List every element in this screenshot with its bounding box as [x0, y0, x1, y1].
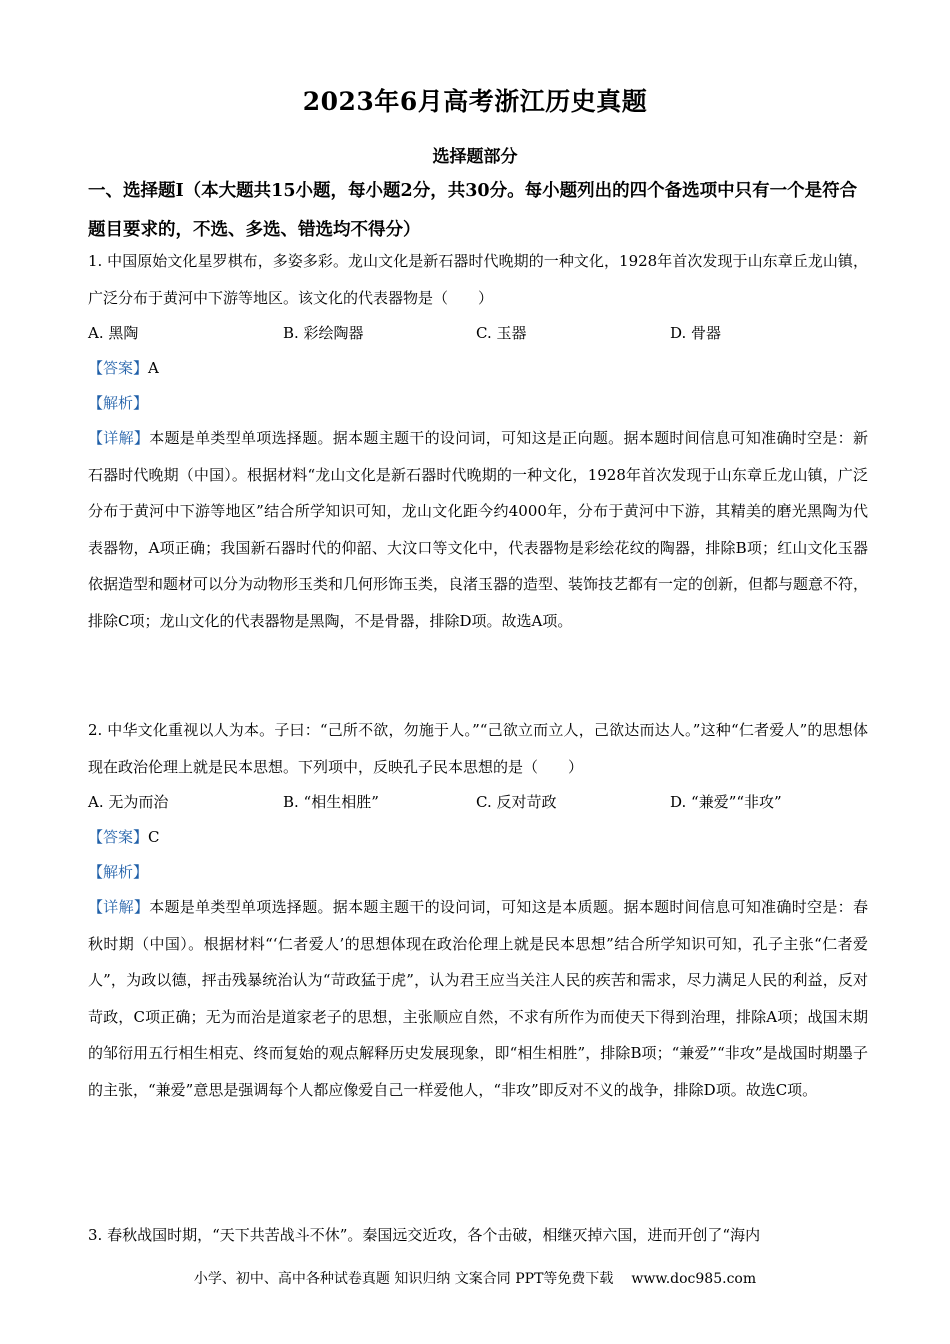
page-title: 2023年6月高考浙江历史真题 — [302, 87, 648, 116]
answer-label: 【答案】 — [88, 359, 149, 377]
question-1-analysis — [88, 385, 868, 421]
section-title: 选择题部分 — [432, 147, 518, 167]
question-1-option-c: C. 玉器 — [476, 324, 527, 342]
question-2-stem: 2. 中华文化重视以人为本。子曰：“己所不欲，勿施于人。”“己欲立而立人，己欲达而达人。”这种“仁者爱人”的思想体现在政治伦理上就是民本思想。下列项中，反映孔子民本思想的是（ ） — [88, 721, 868, 776]
question-2-options — [88, 784, 868, 820]
question-1-detail — [88, 420, 868, 639]
question-2-answer — [88, 819, 868, 855]
detail-text: 本题是单类型单项选择题。据本题主题干的设问词，可知这是本质题。据本题时间信息可知准确时空是：春秋时期（中国）。根据材料“‘仁者爱人’的思想体现在政治伦理上就是民本思想”结合所学知识可知，孔子主张“仁者爱人”，为政以德，抨击残暴统治认为“苛政猛于虎”，认为君王应当关注人民的疾苦和需求，尽力满足人民的利益，反对苛政，C项正确；无为而治是道家老子的思想，主张顺应自然，不求有所作为而使天下得到治理，排除A项；战国末期的邹衍用五行相生相克、终而复始的观点解释历史发展现象，即“相生相胜”，排除B项；“兼爱”“非攻”是战国时期墨子的主张，“兼爱”意思是强调每个人都应像爱自己一样爱他人，“非攻”即反对不义的战争，排除D项。故选C项。 — [88, 898, 868, 1099]
detail-label: 【详解】 — [88, 429, 150, 447]
detail-label: 【详解】 — [88, 898, 150, 916]
answer-value: C — [148, 828, 160, 846]
part-heading: 一、选择题Ⅰ（本大题共15小题，每小题2分，共30分。每小题列出的四个备选项中只有一个是符合题目要求的，不选、多选、错选均不得分） — [88, 181, 858, 240]
detail-text: 本题是单类型单项选择题。据本题主题干的设问词，可知这是正向题。据本题时间信息可知准确时空是：新石器时代晚期（中国）。根据材料“龙山文化是新石器时代晚期的一种文化，1928年首次发现于山东章丘龙山镇，广泛分布于黄河中下游等地区”结合所学知识可知，龙山文化距今约4000年，分布于黄河中下游，其精美的磨光黑陶为代表器物，A项正确；我国新石器时代的仰韶、大汶口等文化中，代表器物是彩绘花纹的陶器，排除B项；红山文化玉器依据造型和题材可以分为动物形玉类和几何形饰玉类，良渚玉器的造型、装饰技艺都有一定的创新，但都与题意不符，排除C项；龙山文化的代表器物是黑陶，不是骨器，排除D项。故选A项。 — [88, 429, 869, 630]
question-2-detail — [88, 889, 868, 1108]
question-2-analysis — [88, 854, 868, 890]
footer-site: www.doc985.com — [631, 1271, 757, 1287]
question-3-stem: 3. 春秋战国时期，“天下共苦战斗不休”。秦国远交近攻，各个击破，相继灭掉六国，进而开创了“海内 — [88, 1226, 761, 1244]
page-footer — [0, 1268, 950, 1288]
question-2-option-d: D. “兼爱”“非攻” — [670, 793, 782, 811]
analysis-label: 【解析】 — [88, 863, 149, 881]
question-2-option-c: C. 反对苛政 — [476, 793, 557, 811]
answer-label: 【答案】 — [88, 828, 149, 846]
footer-text: 小学、初中、高中各种试卷真题 知识归纳 文案合同 PPT等免费下载 — [193, 1271, 614, 1287]
question-1-options — [88, 315, 868, 351]
analysis-label: 【解析】 — [88, 394, 149, 412]
question-2-option-a: A. 无为而治 — [88, 793, 169, 811]
question-1-stem: 1. 中国原始文化星罗棋布，多姿多彩。龙山文化是新石器时代晚期的一种文化，1928年首次发现于山东章丘龙山镇，广泛分布于黄河中下游等地区。该文化的代表器物是（ ） — [88, 252, 868, 307]
question-1-option-a: A. 黑陶 — [88, 324, 139, 342]
question-2-option-b: B. “相生相胜” — [283, 793, 379, 811]
question-1-option-b: B. 彩绘陶器 — [283, 324, 364, 342]
answer-value: A — [148, 359, 159, 377]
question-1-option-d: D. 骨器 — [670, 324, 722, 342]
question-1-answer — [88, 350, 868, 386]
